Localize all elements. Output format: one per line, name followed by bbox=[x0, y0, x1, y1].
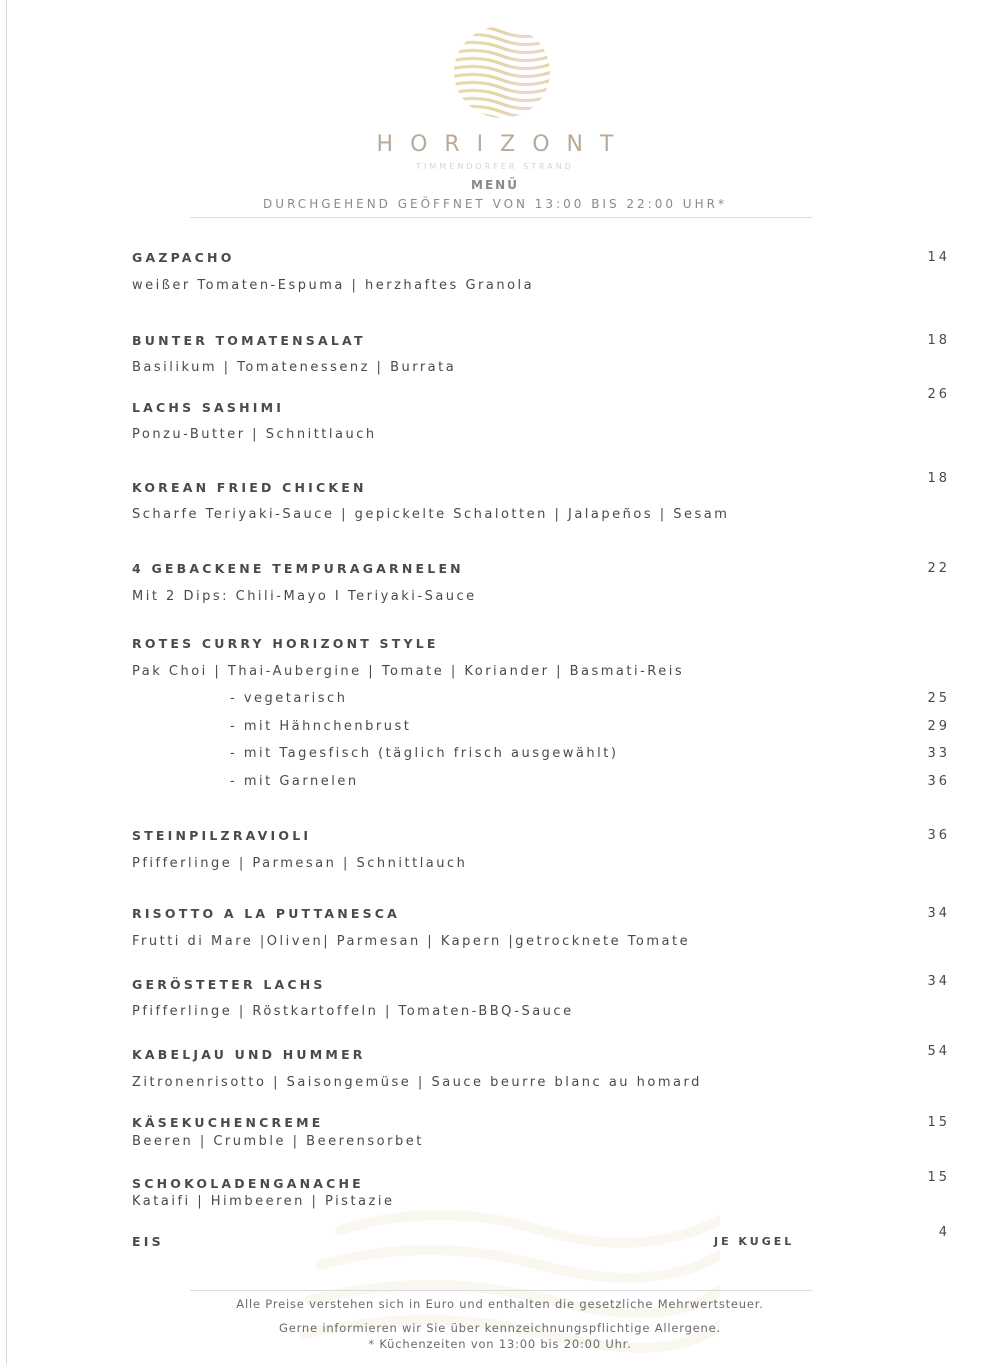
brand-name: HORIZONT bbox=[376, 132, 631, 157]
dish-description: Pfifferlinge | Parmesan | Schnittlauch bbox=[132, 856, 468, 871]
footer-vat-note: Alle Preise verstehen sich in Euro und enthalten die gesetzliche Mehrwertsteuer. bbox=[236, 1297, 764, 1311]
dish-description: Frutti di Mare |Oliven| Parmesan | Kapern |getrocknete Tomate bbox=[132, 934, 691, 949]
dish-option: - mit Garnelen bbox=[230, 774, 359, 789]
dish-price: 54 bbox=[927, 1044, 950, 1059]
dish-price: 18 bbox=[927, 471, 950, 486]
dish-name: KOREAN FRIED CHICKEN bbox=[132, 480, 367, 495]
footer-kitchen-hours: * Küchenzeiten von 13:00 bis 20:00 Uhr. bbox=[368, 1337, 632, 1351]
dish-name: KÄSEKUCHENCREME bbox=[132, 1115, 324, 1130]
dish-name: RISOTTO A LA PUTTANESCA bbox=[132, 906, 401, 921]
dish-price: 18 bbox=[927, 333, 950, 348]
dish-name: LACHS SASHIMI bbox=[132, 400, 285, 415]
option-price: 25 bbox=[927, 691, 950, 706]
opening-hours: DURCHGEHEND GEÖFFNET VON 13:00 BIS 22:00 UHR* bbox=[263, 197, 727, 211]
dish-description: Beeren | Crumble | Beerensorbet bbox=[132, 1134, 424, 1149]
dish-description: Scharfe Teriyaki-Sauce | gepickelte Schalotten | Jalapeños | Sesam bbox=[132, 507, 730, 522]
header-divider bbox=[190, 217, 812, 218]
dish-price: 14 bbox=[927, 250, 950, 265]
option-price: 29 bbox=[927, 719, 950, 734]
dish-price: 34 bbox=[927, 906, 950, 921]
dish-name: GERÖSTETER LACHS bbox=[132, 977, 326, 992]
menu-title: MENÜ bbox=[471, 178, 519, 192]
dish-description: Kataifi | Himbeeren | Pistazie bbox=[132, 1194, 395, 1209]
footer-divider bbox=[190, 1290, 812, 1291]
dish-description: Pfifferlinge | Röstkartoffeln | Tomaten-BBQ-Sauce bbox=[132, 1004, 574, 1019]
dish-description: Zitronenrisotto | Saisongemüse | Sauce beurre blanc au homard bbox=[132, 1075, 702, 1090]
dish-name: 4 GEBACKENE TEMPURAGARNELEN bbox=[132, 561, 464, 576]
dish-description: Basilikum | Tomatenessenz | Burrata bbox=[132, 360, 457, 375]
dish-price: 22 bbox=[927, 561, 950, 576]
horizont-logo-icon bbox=[452, 24, 552, 120]
dish-description: Pak Choi | Thai-Aubergine | Tomate | Koriander | Basmati-Reis bbox=[132, 664, 685, 679]
dish-name: STEINPILZRAVIOLI bbox=[132, 828, 312, 843]
dish-name: BUNTER TOMATENSALAT bbox=[132, 333, 366, 348]
dish-price: 4 bbox=[938, 1225, 950, 1240]
footer-allergen-note: Gerne informieren wir Sie über kennzeichnungspflichtige Allergene. bbox=[279, 1321, 721, 1335]
brand-subtitle: TIMMENDORFER STRAND bbox=[416, 162, 574, 171]
price-unit: JE KUGEL bbox=[714, 1235, 795, 1248]
dish-name: ROTES CURRY HORIZONT STYLE bbox=[132, 636, 439, 651]
dish-price: 34 bbox=[927, 974, 950, 989]
dish-description: weißer Tomaten-Espuma | herzhaftes Granola bbox=[132, 278, 535, 293]
dish-name: EIS bbox=[132, 1234, 164, 1249]
dish-option: - mit Hähnchenbrust bbox=[230, 719, 412, 734]
dish-price: 15 bbox=[927, 1170, 950, 1185]
dish-name: GAZPACHO bbox=[132, 250, 235, 265]
dish-description: Ponzu-Butter | Schnittlauch bbox=[132, 427, 377, 442]
dish-option: - vegetarisch bbox=[230, 691, 348, 706]
dish-price: 36 bbox=[927, 828, 950, 843]
dish-price: 15 bbox=[927, 1115, 950, 1130]
dish-price: 26 bbox=[927, 387, 950, 402]
dish-name: SCHOKOLADENGANACHE bbox=[132, 1176, 364, 1191]
dish-option: - mit Tagesfisch (täglich frisch ausgewählt) bbox=[230, 746, 619, 761]
dish-description: Mit 2 Dips: Chili-Mayo I Teriyaki-Sauce bbox=[132, 589, 477, 604]
option-price: 33 bbox=[927, 746, 950, 761]
option-price: 36 bbox=[927, 774, 950, 789]
dish-name: KABELJAU UND HUMMER bbox=[132, 1047, 366, 1062]
